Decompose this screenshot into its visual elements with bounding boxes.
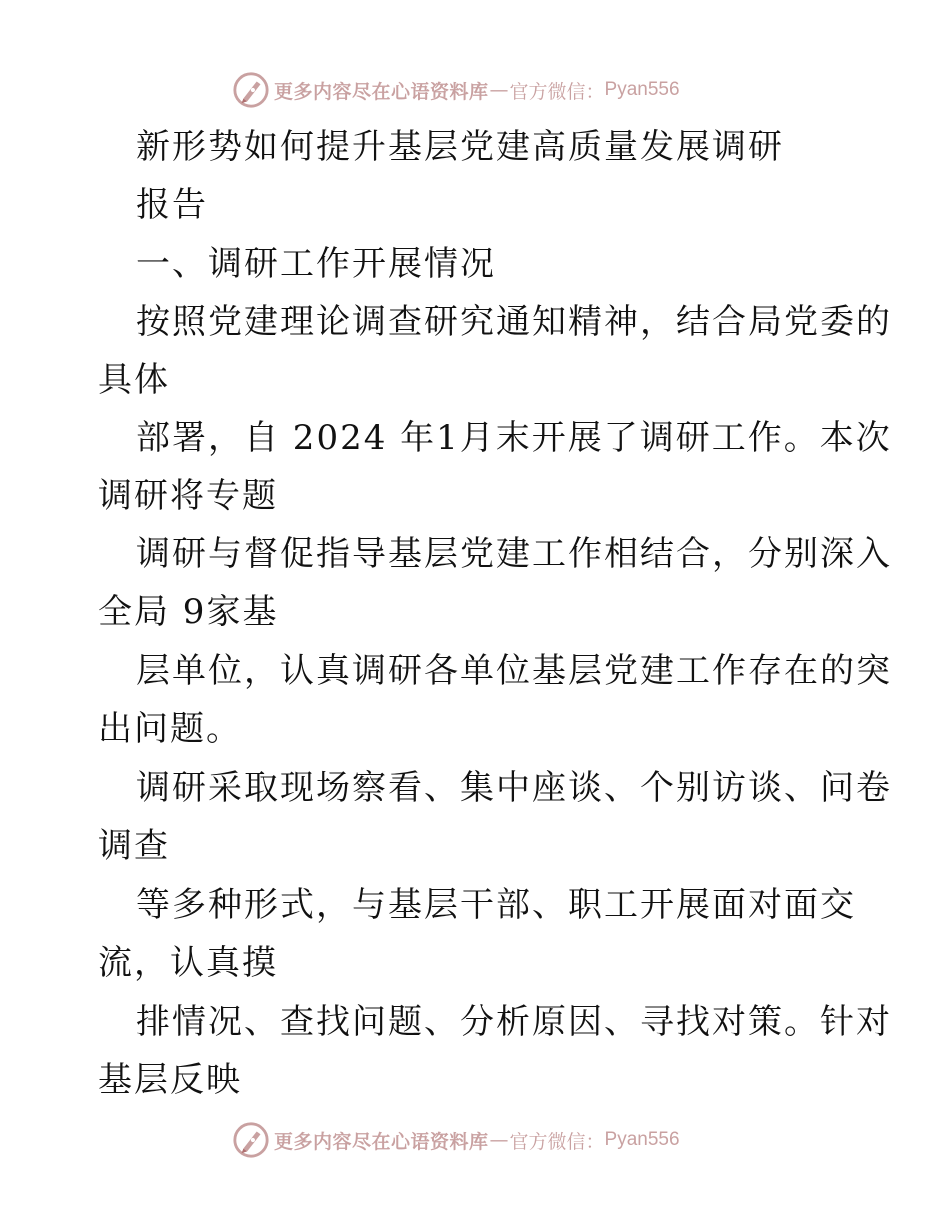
watermark-sub-text: 官方微信： — [509, 1130, 605, 1153]
paragraph-line: 调研采取现场察看、集中座谈、个别访谈、问卷 — [136, 768, 892, 808]
paragraph-line: 出问题。 — [98, 709, 242, 749]
paragraph-line: 基层反映 — [98, 1060, 242, 1100]
paragraph-line: 调查 — [98, 826, 170, 866]
section-heading: 一、调研工作开展情况 — [136, 244, 496, 284]
pen-logo-icon — [232, 71, 270, 109]
paragraph-line: 部署，自 2024 年1月末开展了调研工作。本次 — [136, 418, 892, 458]
watermark-dash: — — [489, 1129, 509, 1151]
watermark-main-text: 更多内容尽在心语资料库 — [274, 1130, 489, 1153]
paragraph-line: 等多种形式，与基层干部、职工开展面对面交 — [136, 885, 856, 925]
watermark-sub-text: 官方微信： — [509, 80, 605, 103]
watermark-dash: — — [489, 79, 509, 101]
paragraph-line: 调研将专题 — [98, 476, 278, 516]
paragraph-line: 按照党建理论调查研究通知精神，结合局党委的 — [136, 302, 892, 342]
paragraph-line: 层单位，认真调研各单位基层党建工作存在的突 — [136, 651, 892, 691]
document-title-line-1: 新形势如何提升基层党建高质量发展调研 — [136, 127, 784, 167]
paragraph-line: 流，认真摸 — [98, 943, 278, 983]
header-watermark — [232, 70, 680, 110]
paragraph-line: 具体 — [98, 360, 170, 400]
paragraph-line: 全局 9家基 — [98, 592, 279, 632]
paragraph-line: 调研与督促指导基层党建工作相结合，分别深入 — [136, 534, 892, 574]
pen-logo-icon — [232, 1121, 270, 1159]
watermark-main-text: 更多内容尽在心语资料库 — [274, 80, 489, 103]
watermark-wechat-id: Pyan556 — [604, 1129, 680, 1150]
document-title-line-2: 报告 — [136, 185, 208, 225]
paragraph-line: 排情况、查找问题、分析原因、寻找对策。针对 — [136, 1002, 892, 1042]
footer-watermark — [232, 1120, 680, 1160]
watermark-wechat-id: Pyan556 — [604, 79, 680, 100]
